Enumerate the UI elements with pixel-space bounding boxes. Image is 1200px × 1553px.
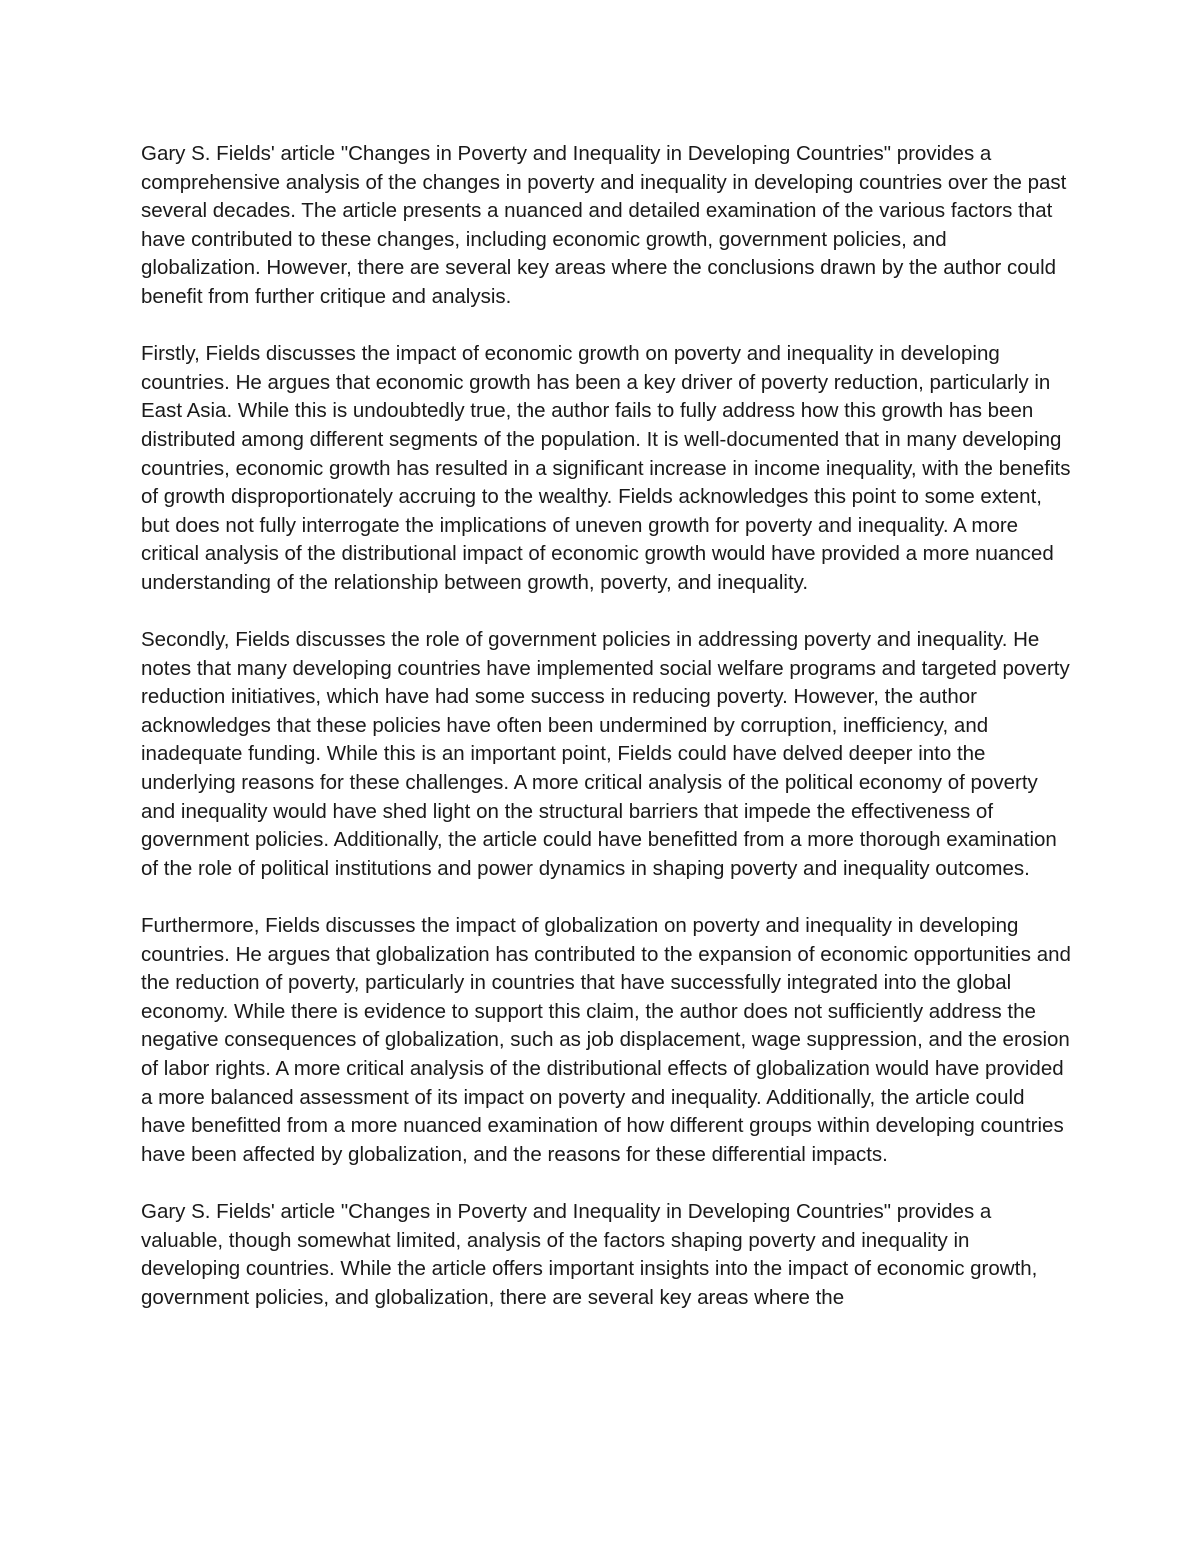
paragraph-conclusion: Gary S. Fields' article "Changes in Poverty and Inequality in Developing Countries" provides a valuable, though somewhat limited, analysis of the factors shaping poverty and inequality in developing countries. While the article offers important insights into the impact of economic growth, government policies, and globalization, there are several key areas where the bbox=[141, 1199, 1038, 1309]
paragraph-intro: Gary S. Fields' article "Changes in Poverty and Inequality in Developing Countries" provides a comprehensive analysis of the changes in poverty and inequality in developing countries over the past several decades. The article presents a nuanced and detailed examination of the various factors that have contributed to these changes, including economic growth, government policies, and globalization. However, there are several key areas where the conclusions drawn by the author could benefit from further critique and analysis. bbox=[141, 142, 1067, 308]
document-body bbox=[141, 140, 1071, 1341]
paragraph-government-policies: Secondly, Fields discusses the role of government policies in addressing poverty and inequality. He notes that many developing countries have implemented social welfare programs and targeted poverty reduction initiatives, which have had some success in reducing poverty. However, the author acknowledges that these policies have often been undermined by corruption, inefficiency, and inadequate funding. While this is an important point, Fields could have delved deeper into the underlying reasons for these challenges. A more critical analysis of the political economy of poverty and inequality would have shed light on the structural barriers that impede the effectiveness of government policies. Additionally, the article could have benefitted from a more thorough examination of the role of political institutions and power dynamics in shaping poverty and inequality outcomes. bbox=[141, 628, 1070, 880]
paragraph-economic-growth: Firstly, Fields discusses the impact of economic growth on poverty and inequality in developing countries. He argues that economic growth has been a key driver of poverty reduction, particularly in East Asia. While this is undoubtedly true, the author fails to fully address how this growth has been distributed among different segments of the population. It is well-documented that in many developing countries, economic growth has resulted in a significant increase in income inequality, with the benefits of growth disproportionately accruing to the wealthy. Fields acknowledges this point to some extent, but does not fully interrogate the implications of uneven growth for poverty and inequality. A more critical analysis of the distributional impact of economic growth would have provided a more nuanced understanding of the relationship between growth, poverty, and inequality. bbox=[141, 342, 1071, 594]
paragraph-globalization: Furthermore, Fields discusses the impact of globalization on poverty and inequality in developing countries. He argues that globalization has contributed to the expansion of economic opportunities and the reduction of poverty, particularly in countries that have successfully integrated into the global economy. While there is evidence to support this claim, the author does not sufficiently address the negative consequences of globalization, such as job displacement, wage suppression, and the erosion of labor rights. A more critical analysis of the distributional effects of globalization would have provided a more balanced assessment of its impact on poverty and inequality. Additionally, the article could have benefitted from a more nuanced examination of how different groups within developing countries have been affected by globalization, and the reasons for these differential impacts. bbox=[141, 914, 1071, 1166]
